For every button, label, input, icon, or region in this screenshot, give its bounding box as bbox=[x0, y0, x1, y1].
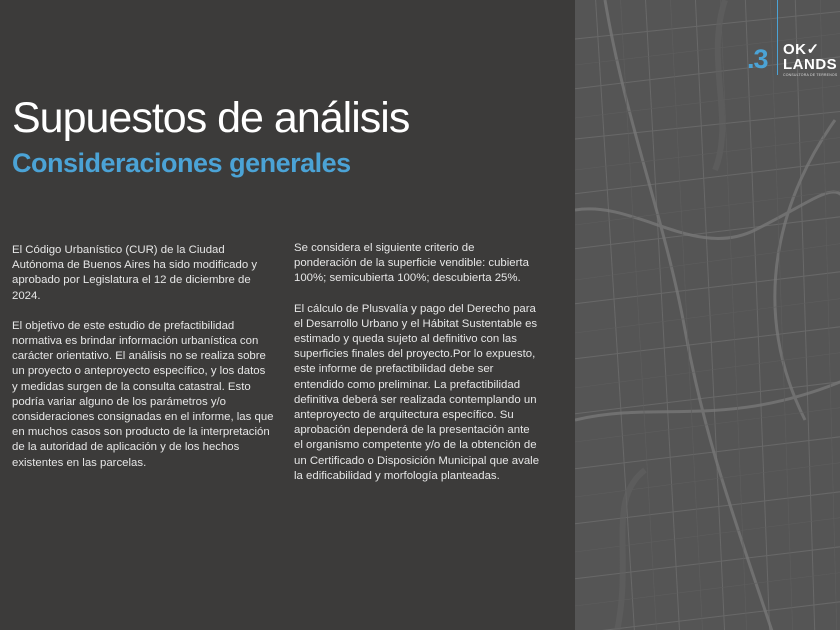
left-paragraph-2: El objetivo de este estudio de prefactibilidad normativa es brindar información urbanística con carácter orientativo. El análisis no se realiza sobre un proyecto o anteproyecto específico, y los datos y medidas surgen de la consulta catastral. Esto podría variar alguno de los parámetros y/o consideraciones consignadas en el informe, las que en muchos casos son producto de la interpretación de la autoridad de aplicación y de los hechos existentes en las parcelas. bbox=[12, 319, 274, 469]
logo-tagline: CONSULTORA DE TERRENOS bbox=[783, 73, 838, 77]
map-background-image bbox=[575, 0, 840, 630]
left-text-column bbox=[12, 243, 274, 486]
company-logo bbox=[783, 42, 837, 77]
page-subtitle: Consideraciones generales bbox=[12, 148, 351, 178]
city-map-graphic bbox=[575, 0, 840, 630]
logo-line-1: OK✓ bbox=[783, 41, 820, 58]
right-paragraph-1: Se considera el siguiente criterio de ponderación de la superficie vendible: cubierta 100%; semicubierta 100%; descubierta 25%. bbox=[294, 242, 529, 285]
right-text-column bbox=[294, 241, 540, 499]
page-number: .3 bbox=[747, 44, 768, 74]
page-title: Supuestos de análisis bbox=[12, 94, 410, 142]
left-paragraph-1: El Código Urbanístico (CUR) de la Ciudad Autónoma de Buenos Aires ha sido modificado y aprobado por Legislatura el 12 de diciembre de 2024. bbox=[12, 244, 258, 302]
right-paragraph-2: El cálculo de Plusvalía y pago del Derecho para el Desarrollo Urbano y el Hábitat Sustentable es estimado y queda sujeto al definitivo con las superficies finales del proyecto.Por lo expuesto, este informe de prefactibilidad debe ser entendido como preliminar. La prefactibilidad definitiva deberá ser realizada contemplando un anteproyecto de arquitectura específico. Su aprobación dependerá de la presentación ante el organismo competente y/o de la obtención de un Certificado o Disposición Municipal que avale la edificabilidad y morfología planteadas. bbox=[294, 302, 540, 482]
logo-divider bbox=[777, 0, 778, 75]
logo-line-2: LANDS bbox=[783, 56, 838, 73]
